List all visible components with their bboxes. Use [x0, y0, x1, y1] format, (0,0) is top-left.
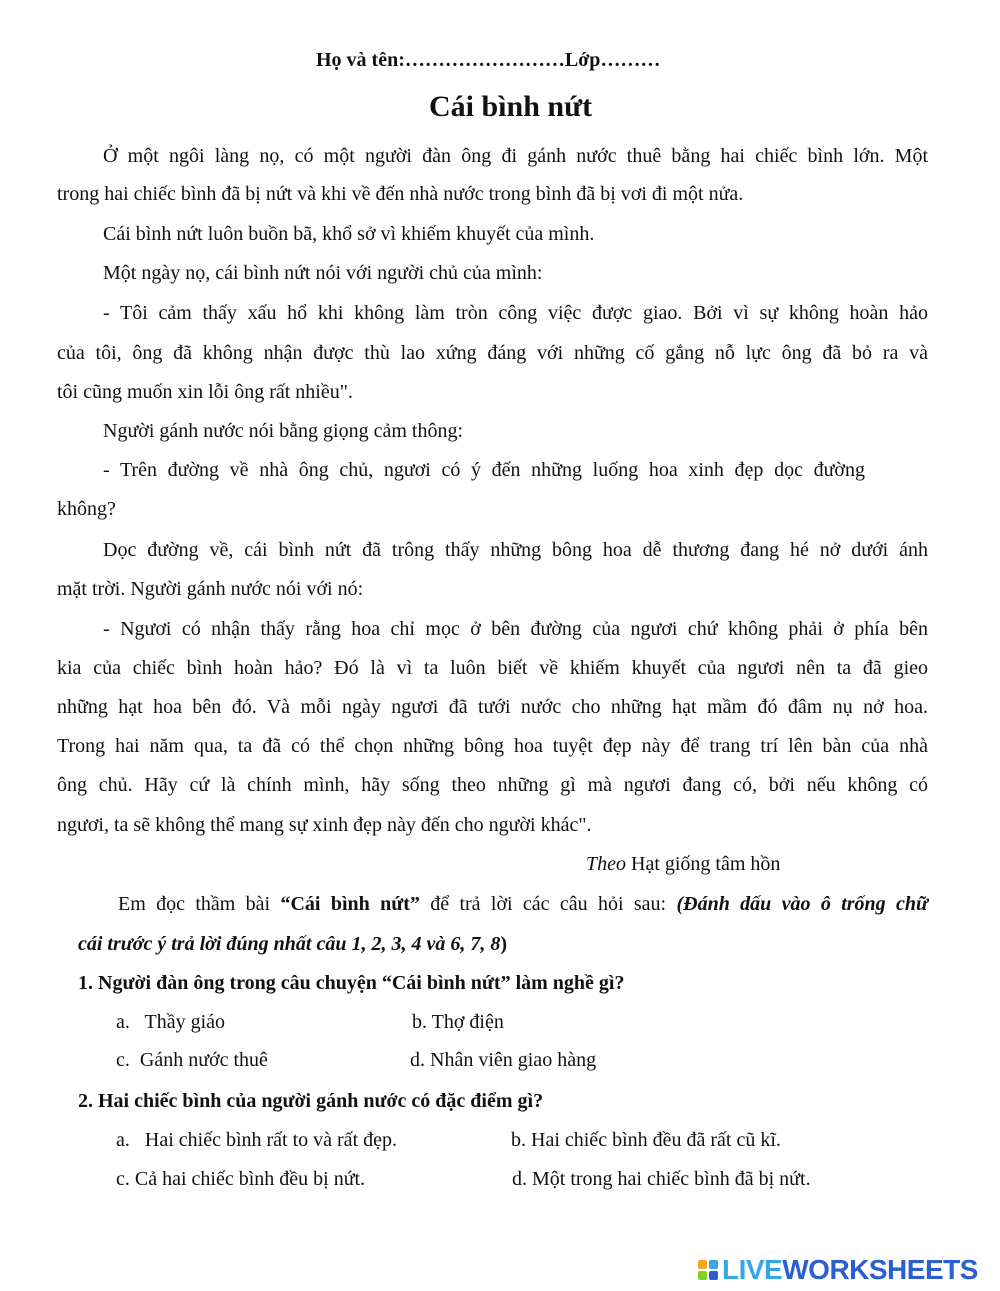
paragraph-line: Một ngày nọ, cái bình nứt nói với người chủ của mình:	[103, 262, 543, 284]
source-name: Hạt giống tâm hồn	[626, 853, 781, 875]
q1-option-c[interactable]: c. Gánh nước thuê	[116, 1049, 268, 1071]
paragraph-line: những hạt hoa bên đó. Và mỗi ngày ngươi đã tưới nước cho những hạt mầm đó đâm nụ nở hoa.	[57, 696, 928, 718]
paragraph-line: Ở một ngôi làng nọ, có một người đàn ông đi gánh nước thuê bằng hai chiếc bình lớn. Một	[103, 145, 928, 167]
liveworksheets-logo-text	[722, 1254, 978, 1286]
name-class-line: Họ và tên:……………………Lớp………	[316, 49, 661, 71]
paragraph-line: ngươi, ta sẽ không thể mang sự xinh đẹp này đến cho người khác".	[57, 814, 592, 836]
instruction-lead: Em đọc thầm bài	[118, 893, 281, 915]
logo-worksheets: WORKSHEETS	[782, 1254, 978, 1285]
q2-option-c[interactable]: c. Cả hai chiếc bình đều bị nứt.	[116, 1168, 366, 1190]
instruction-line-1	[118, 894, 928, 914]
paragraph-line: Trong hai năm qua, ta đã có thể chọn những bông hoa tuyệt đẹp này để trang trí lên bàn của nhà	[57, 735, 928, 757]
logo-square	[709, 1260, 718, 1269]
source-credit	[586, 854, 780, 874]
logo-square	[709, 1271, 718, 1280]
paragraph-line: tôi cũng muốn xin lỗi ông rất nhiều".	[57, 381, 353, 403]
paragraph-line: Người gánh nước nói bằng giọng cảm thông:	[103, 420, 463, 442]
instruction-title-ref: “Cái bình nứt”	[280, 893, 420, 915]
q2-option-b[interactable]: b. Hai chiếc bình đều đã rất cũ kĩ.	[511, 1129, 781, 1151]
paragraph-line: ông chủ. Hãy cứ là chính mình, hãy sống theo những gì mà ngươi đang có, bởi nếu không có	[57, 774, 928, 796]
question-2: 2. Hai chiếc bình của người gánh nước có đặc điểm gì?	[78, 1090, 544, 1112]
paragraph-line: kia của chiếc bình hoàn hảo? Đó là vì ta luôn biết về khiếm khuyết của ngươi nên ta đã gieo	[57, 657, 928, 679]
paragraph-line: không?	[57, 498, 116, 520]
q2-option-d[interactable]: d. Một trong hai chiếc bình đã bị nứt.	[512, 1168, 811, 1190]
source-theo: Theo	[586, 853, 626, 875]
q1-option-a[interactable]: a. Thầy giáo	[116, 1011, 226, 1033]
q1-option-d[interactable]: d. Nhân viên giao hàng	[410, 1049, 597, 1071]
instruction-note: (Đánh dấu vào ô trống chữ	[676, 893, 928, 915]
q2-option-a[interactable]: a. Hai chiếc bình rất to và rất đẹp.	[116, 1129, 397, 1151]
instruction-line-2	[78, 934, 507, 954]
instruction-note-close: )	[500, 933, 508, 955]
page-title: Cái bình nứt	[429, 90, 593, 123]
paragraph-line: - Ngươi có nhận thấy rằng hoa chỉ mọc ở bên đường của ngươi chứ không phải ở phía bên	[103, 618, 928, 640]
instruction-note-cont: cái trước ý trả lời đúng nhất câu 1, 2, 3, 4 và 6, 7, 8	[78, 933, 501, 955]
paragraph-line: Dọc đường về, cái bình nứt đã trông thấy những bông hoa dễ thương đang hé nở dưới ánh	[103, 539, 928, 561]
paragraph-line: - Tôi cảm thấy xấu hổ khi không làm tròn công việc được giao. Bởi vì sự không hoàn hảo	[103, 302, 928, 324]
logo-square	[698, 1260, 707, 1269]
liveworksheets-logo	[698, 1254, 978, 1286]
liveworksheets-logo-icon	[698, 1260, 718, 1280]
logo-square	[698, 1271, 707, 1280]
instruction-middle: để trả lời các câu hỏi sau:	[419, 893, 677, 915]
q1-option-b[interactable]: b. Thợ điện	[412, 1011, 504, 1033]
question-1: 1. Người đàn ông trong câu chuyện “Cái bình nứt” làm nghề gì?	[78, 972, 625, 994]
paragraph-line: - Trên đường về nhà ông chủ, ngươi có ý đến những luống hoa xinh đẹp dọc đường	[103, 459, 865, 481]
logo-live: LIVE	[722, 1254, 783, 1285]
paragraph-line: Cái bình nứt luôn buồn bã, khổ sở vì khiếm khuyết của mình.	[103, 223, 595, 245]
paragraph-line: trong hai chiếc bình đã bị nứt và khi về đến nhà nước trong bình đã bị vơi đi một nửa.	[57, 183, 744, 205]
paragraph-line: mặt trời. Người gánh nước nói với nó:	[57, 578, 364, 600]
paragraph-line: của tôi, ông đã không nhận được thù lao xứng đáng với những cố gắng nỗ lực ông đã bỏ ra và	[57, 342, 928, 364]
